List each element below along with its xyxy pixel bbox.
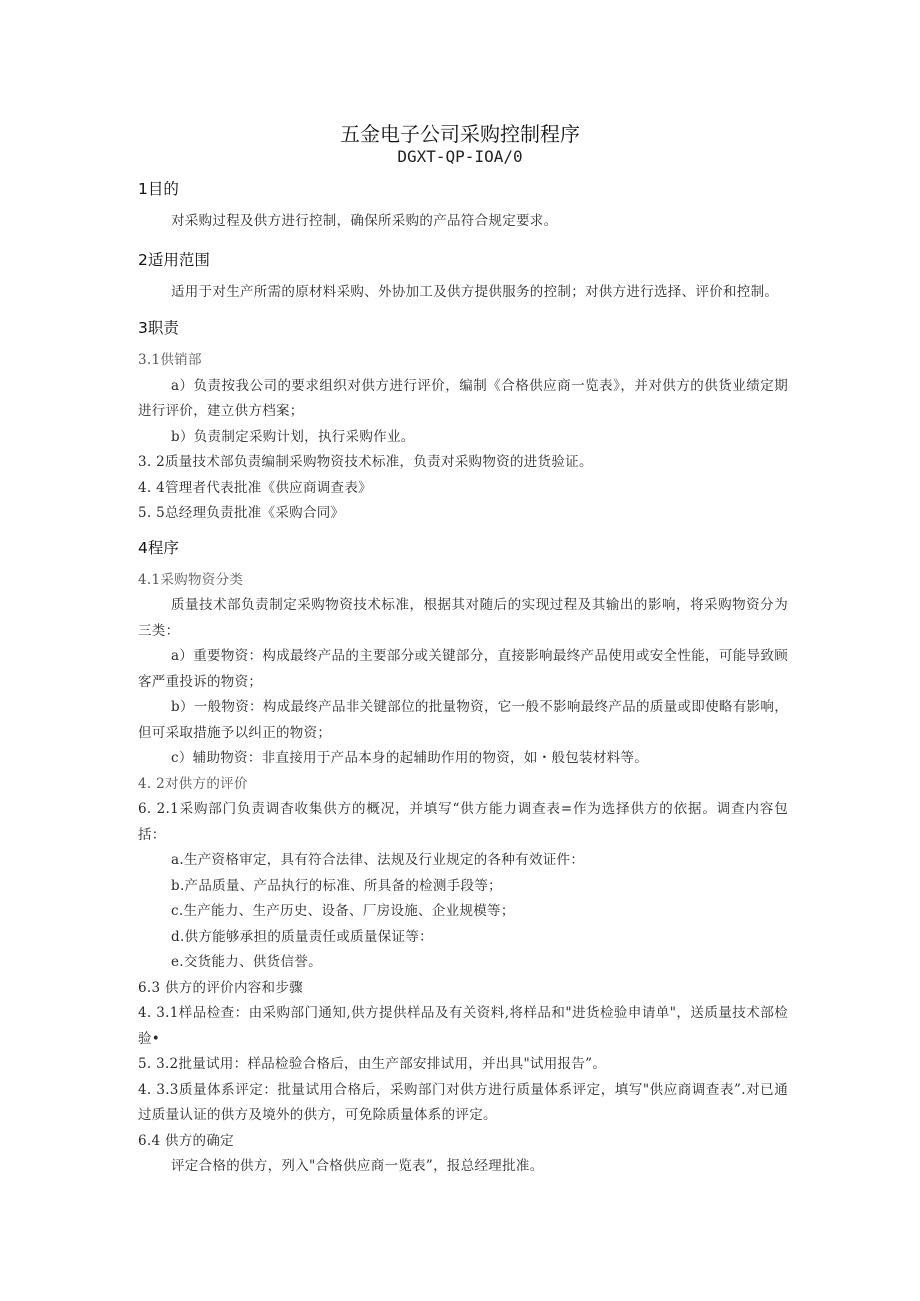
clause-3-2: 3. 2质量技术部负责编制采购物资技术标准，负责对采购物资的进货验证。 (138, 454, 593, 470)
paragraph-scope: 适用于对生产所需的原材料采购、外协加工及供方提供服务的控制；对供方进行选择、评价和控制。 (171, 283, 779, 300)
clause-4-1-c: c）辅助物资：非直接用于产品本身的起辅助作用的物资，如・般包装材料等。 (171, 750, 649, 766)
clause-3-5: 5. 5总经理负责批准《采购合同》 (138, 505, 345, 521)
clause-3-1: 3.1供销部 (138, 352, 202, 368)
clause-4-2: 4. 2对供方的评价 (138, 775, 248, 792)
clause-4-1-b: b）一般物资：构成最终产品非关键部位的批量物资，它一般不影响最终产品的质量或即使略有影响，但可采取措施予以纠正的物资； (138, 699, 788, 741)
list-item-d: d.供方能够承担的质量责任或质量保证等： (171, 928, 433, 945)
section-heading-scope: 2适用范围 (138, 250, 210, 269)
clause-4-2-1: 6. 2.1采购部门负责调杳收集供方的概况，并填写“供方能力调查表=作为选择供方的依据。调查内容包括： (138, 801, 788, 843)
section-heading-purpose: 1目的 (138, 180, 179, 198)
clause-4-3-2: 5. 3.2批量试用：样品检验合格后，由生产部安排试用，并出具"试用报告”。 (138, 1056, 607, 1072)
document-body (138, 178, 788, 1180)
clause-4-1-a: a）重要物资：构成最终产品的主要部分或关键部分，直接影响最终产品使用或安全性能，可能导致顾客严重投诉的物资； (138, 648, 788, 690)
clause-6-3: 6.3 供方的评价内容和步骤 (138, 979, 303, 996)
clause-4-3-3: 4. 3.3质量体系评定：批量试用合格后，采购部门对供方进行质量体系评定，填写"供应商调查表”.对已通过质量认证的供方及境外的供方，可免除质量体系的评定。 (138, 1081, 788, 1123)
document-code: DGXT-QP-IOA/0 (397, 147, 523, 166)
list-item-e: e.交货能力、供货信誉。 (171, 954, 322, 970)
list-item-b: b.产品质量、产品执行的标准、所具备的检测手段等； (171, 877, 502, 894)
clause-3-1-b: b）负责制定采购计划，执行采购作业。 (171, 428, 415, 445)
section-heading-procedure: 4程序 (138, 538, 179, 557)
list-item-a: a.生产资格审定，具有符合法律、法规及行业规定的各种有效证件： (171, 852, 585, 868)
clause-6-4-text: 评定合格的供方，列入"合格供应商一览表”，报总经理批准。 (171, 1158, 544, 1174)
paragraph-purpose: 对采购过程及供方进行控制，确保所采购的产品符合规定要求。 (171, 213, 558, 229)
clause-6-4: 6.4 供方的确定 (138, 1132, 234, 1149)
list-item-c: c.生产能力、生产历史、设备、厂房设施、企业规模等； (171, 903, 515, 919)
clause-3-1-a: a）负责按我公司的要求组织对供方进行评价，编制《合格供应商一览表》，并对供方的供货业绩定期进行评价，建立供方档案； (138, 377, 788, 419)
section-heading-responsibilities: 3职责 (138, 319, 179, 337)
document-title: 五金电子公司采购控制程序 (340, 122, 580, 146)
clause-4-1-text: 质量技术部负责制定采购物资技术标准，根据其对随后的实现过程及其输出的影响，将采购物资分为三类： (138, 597, 788, 639)
clause-3-4: 4. 4管理者代表批准《供应商调查表》 (138, 479, 372, 496)
clause-4-3-1: 4. 3.1样品检查：由采购部门通知,供方提供样品及有关资料,将样品和"进货检验申请单"，送质量技术部检验• (138, 1005, 788, 1047)
clause-4-1: 4.1采购物资分类 (138, 571, 244, 588)
